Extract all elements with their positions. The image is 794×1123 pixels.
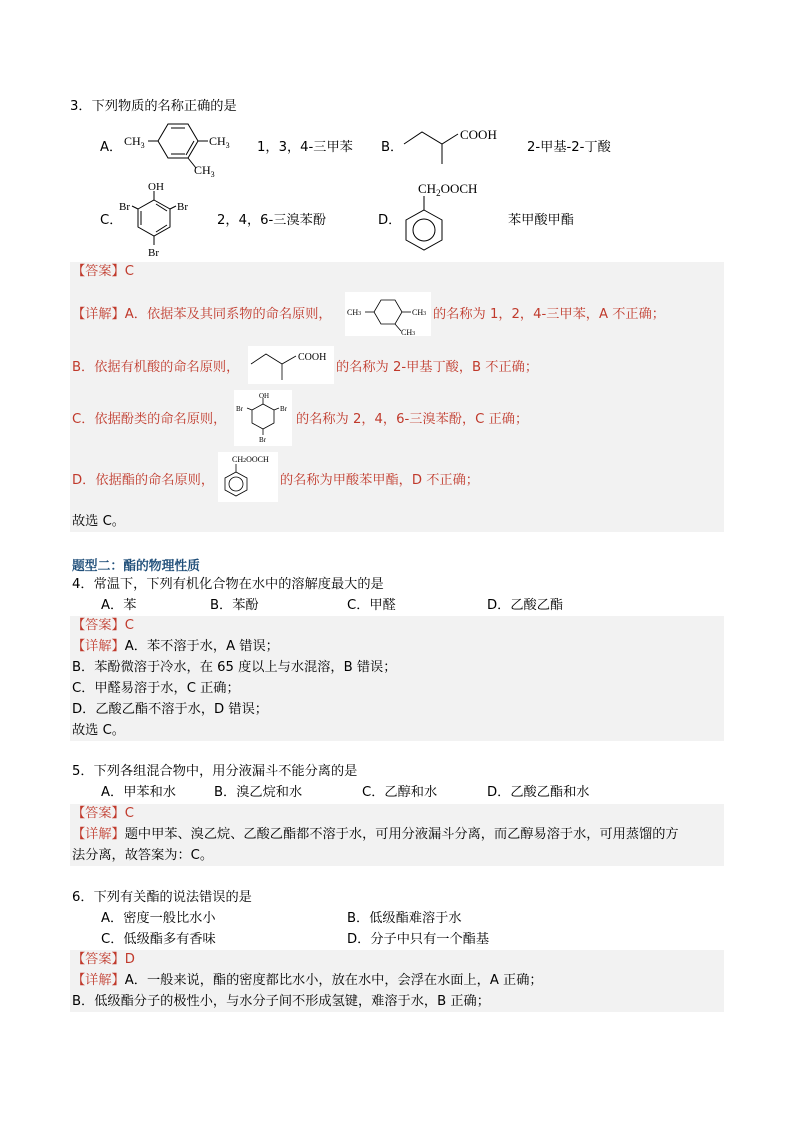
cooh-label: COOH [460,127,497,142]
q3-detail-c-part2: 的名称为 2，4，6-三溴苯酚，C 正确； [296,412,529,427]
ch3-label: CH3 [401,328,416,336]
q4-detail-2: B．苯酚微溶于冷水，在 65 度以上与水混溶，B 错误； [72,660,397,675]
q3-detail-d-part2: 的名称为甲酸苯甲酯，D 不正确； [280,473,479,488]
ch3-label: $CH_3$ [124,134,145,150]
q3-option-d-name: 苯甲酸甲酯 [508,213,574,228]
answer-value: C [124,618,134,633]
q4-detail-5: 故选 C。 [72,723,125,738]
q4-solution-panel [70,616,724,741]
br-label: Br [148,247,159,259]
br-label: Br [119,201,130,213]
q5-option-c: C．乙醇和水 [362,785,438,800]
q6-detail-2: B．低级酯分子的极性小，与水分子间不形成氢键，难溶于水，B 正确； [72,994,490,1009]
q4-stem: 4．常温下，下列有机化合物在水中的溶解度最大的是 [72,577,384,592]
q4-answer [72,617,134,635]
q4-option-a: A．苯 [101,598,137,613]
ch3-label: CH3 [412,308,427,317]
q3-option-d-structure-benzyl-formate [396,176,506,260]
detail-tag: 【详解】 [72,973,125,988]
q4-option-c: C．甲醛 [347,598,396,613]
q3-detail-c-structure-small [234,390,292,446]
q5-option-a: A．甲苯和水 [101,785,176,800]
q6-option-a: A．密度一般比水小 [101,911,216,926]
oh-label: OH [259,392,270,400]
q3-option-c-label: C． [100,213,123,228]
ch2ooch-label: CH2OOCH [232,455,269,464]
q3-option-d-label: D． [378,213,402,228]
q6-stem: 6．下列有关酯的说法错误的是 [72,890,252,905]
detail-text: A．一般来说，酯的密度都比水小，放在水中，会浮在水面上，A 正确； [124,973,543,988]
br-label: Br [280,405,287,413]
q5-answer [72,805,134,823]
q6-option-c: C．低级酯多有香味 [101,932,216,947]
q3-answer [72,263,134,281]
answer-value: C [124,806,134,821]
q6-detail-1 [72,972,543,990]
q4-option-b: B．苯酚 [210,598,259,613]
answer-value: C [124,264,134,279]
q4-detail-3: C．甲醛易溶于水，C 正确； [72,681,240,696]
q3-detail-a-structure-small [345,292,431,336]
q4-detail-4: D．乙酸乙酯不溶于水，D 错误； [72,702,268,717]
q3-option-b-label: B． [381,140,404,155]
q4-detail-1 [72,638,279,656]
ch3-label: $CH_3$ [194,163,215,178]
q3-conclusion: 故选 C。 [72,514,125,529]
q4-option-d: D．乙酸乙酯 [487,598,564,613]
cooh-label: COOH [298,352,327,363]
br-label: Br [259,436,266,444]
ch2ooch-label: $CH_2OOCH$ [418,181,478,198]
q3-detail-b-part2: 的名称为 2-甲基丁酸，B 不正确； [336,360,539,375]
answer-tag: 【答案】 [72,952,125,967]
q3-option-c-name: 2，4，6-三溴苯酚 [217,213,327,228]
q5-option-b: B．溴乙烷和水 [214,785,303,800]
q3-detail-d-part1: D．依据酯的命名原则， [72,473,215,488]
q3-detail-b-structure-small [248,346,334,384]
section-heading: 题型二：酯的物理性质 [72,559,200,574]
ch3-label: $CH_3$ [209,134,230,150]
detail-tag: 【详解】 [72,639,125,654]
answer-tag: 【答案】 [72,264,125,279]
q3-option-c-structure-tribromophenol [118,178,208,262]
q3-detail-b-part1: B．依据有机酸的命名原则， [72,360,240,375]
detail-text: A．依据苯及其同系物的命名原则， [124,307,332,322]
q6-option-d: D．分子中只有一个酯基 [347,932,490,947]
q5-detail-1 [72,826,679,844]
q3-detail-d-structure-small [218,452,278,502]
detail-tag: 【详解】 [72,827,125,842]
q6-option-b: B．低级酯难溶于水 [347,911,462,926]
q3-detail-a-part1 [72,306,332,324]
detail-text: A．苯不溶于水，A 错误； [124,639,279,654]
q5-option-d: D．乙酸乙酯和水 [487,785,590,800]
answer-tag: 【答案】 [72,806,125,821]
br-label: Br [236,405,243,413]
answer-tag: 【答案】 [72,618,125,633]
q5-stem: 5．下列各组混合物中，用分液漏斗不能分离的是 [72,764,358,779]
q3-option-a-structure-trimethylbenzene [118,116,238,178]
ch3-label: CH3 [347,308,362,317]
q3-detail-c-part1: C．依据酚类的命名原则， [72,412,227,427]
q3-option-a-label: A． [100,140,123,155]
q3-detail-a-part2: 的名称为 1，2，4-三甲苯，A 不正确； [433,307,665,322]
answer-value: D [124,952,135,967]
br-label: Br [177,201,188,213]
q3-option-a-name: 1，3，4-三甲苯 [257,140,353,155]
q5-detail-2: 法分离，故答案为：C。 [72,848,214,863]
q3-stem: 3．下列物质的名称正确的是 [70,99,237,114]
q3-option-b-name: 2-甲基-2-丁酸 [527,140,611,155]
detail-text: 题中甲苯、溴乙烷、乙酸乙酯都不溶于水，可用分液漏斗分离，而乙醇易溶于水，可用蒸馏的方 [124,827,679,842]
detail-tag: 【详解】 [72,307,125,322]
q3-option-b-structure-methylbutanoic-acid [400,122,518,168]
q6-answer [72,951,135,969]
oh-label: OH [148,181,164,193]
